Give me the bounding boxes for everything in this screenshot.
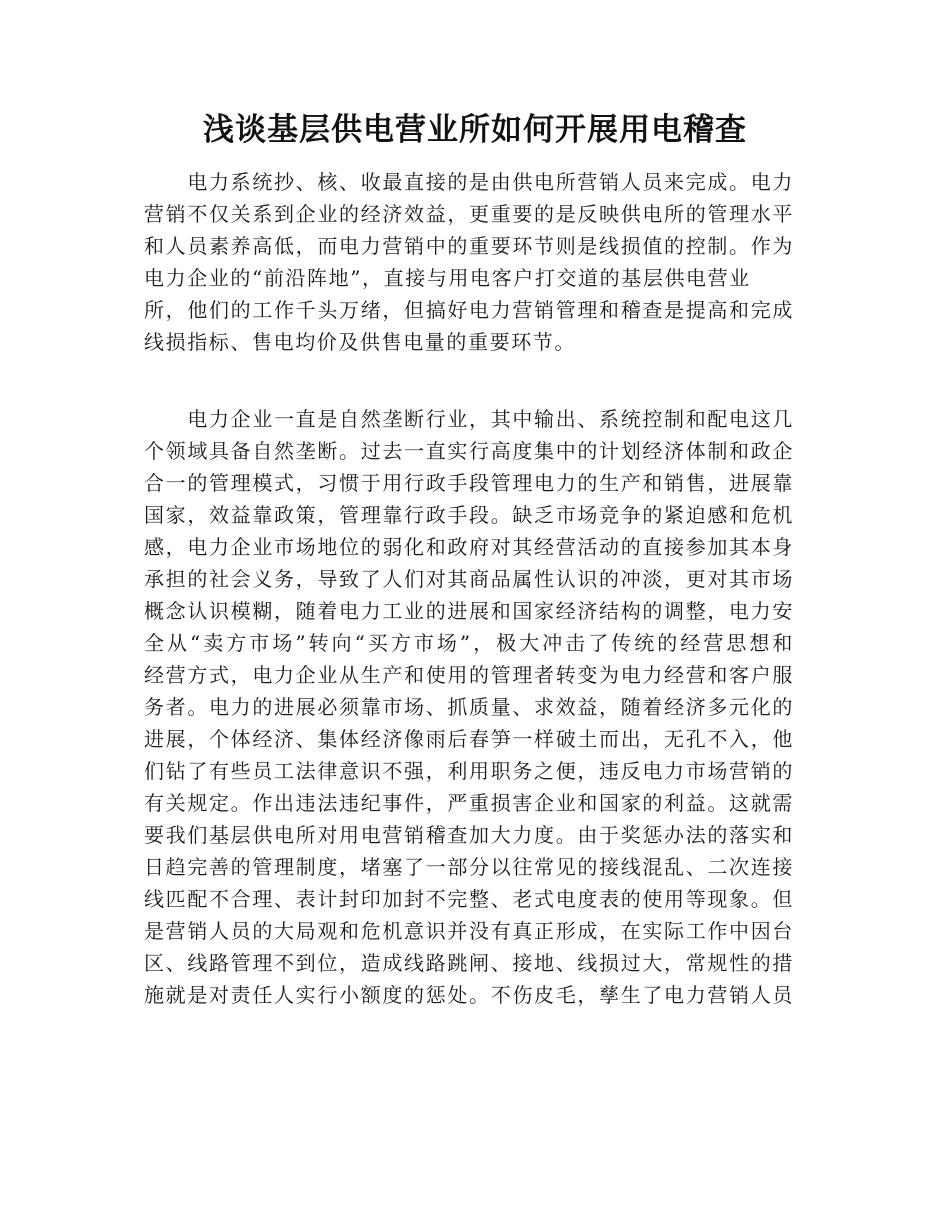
text-line: 区、线路管理不到位，造成线路跳闸、接地、线损过大，常规性的措 (144, 951, 794, 975)
text-line: 合一的管理模式，习惯于用行政手段管理电力的生产和销售，进展靠 (144, 471, 794, 495)
text-line: 概念认识模糊，随着电力工业的进展和国家经济结构的调整，电力安 (144, 599, 794, 623)
text-line: 国家，效益靠政策，管理靠行政手段。缺乏市场竞争的紧迫感和危机 (144, 503, 794, 527)
text-line: 经营方式，电力企业从生产和使用的管理者转变为电力经营和客户服 (144, 663, 794, 687)
text-line: 和人员素养高低，而电力营销中的重要环节则是线损值的控制。作为 (144, 234, 794, 258)
text-line: 日趋完善的管理制度，堵塞了一部分以往常见的接线混乱、二次连接 (144, 855, 794, 879)
text-line: 进展，个体经济、集体经济像雨后春笋一样破土而出，无孔不入，他 (144, 727, 794, 751)
text-line: 是营销人员的大局观和危机意识并没有真正形成，在实际工作中因台 (144, 919, 794, 943)
text-line: 有关规定。作出违法违纪事件，严重损害企业和国家的利益。这就需 (144, 791, 794, 815)
text-line: 线匹配不合理、表计封印加封不完整、老式电度表的使用等现象。但 (144, 887, 794, 911)
text-line: 要我们基层供电所对用电营销稽查加大力度。由于奖惩办法的落实和 (144, 823, 794, 847)
document-title: 浅谈基层供电营业所如何开展用电稽查 (203, 112, 747, 148)
text-line: 线损指标、售电均价及供售电量的重要环节。 (144, 330, 576, 354)
paragraph-1 (144, 166, 794, 358)
text-line: 所，他们的工作千头万绪，但搞好电力营销管理和稽查是提高和完成 (144, 298, 794, 322)
text-line: 营销不仅关系到企业的经济效益，更重要的是反映供电所的管理水平 (144, 202, 794, 226)
text-line: 个领域具备自然垄断。过去一直实行高度集中的计划经济体制和政企 (144, 439, 794, 463)
text-line: 们钻了有些员工法律意识不强，利用职务之便，违反电力市场营销的 (144, 759, 794, 783)
text-line: 电力企业一直是自然垄断行业，其中输出、系统控制和配电这几 (144, 407, 794, 431)
paragraph-2 (144, 403, 794, 1011)
text-line: 施就是对责任人实行小额度的惩处。不伤皮毛，孳生了电力营销人员 (144, 983, 794, 1007)
text-line: 电力系统抄、核、收最直接的是由供电所营销人员来完成。电力 (144, 170, 794, 194)
text-line: 务者。电力的进展必须靠市场、抓质量、求效益，随着经济多元化的 (144, 695, 794, 719)
text-line: 承担的社会义务，导致了人们对其商品属性认识的冲淡，更对其市场 (144, 567, 794, 591)
text-line: 电力企业的“前沿阵地”，直接与用电客户打交道的基层供电营业 (144, 266, 751, 290)
text-line: 感，电力企业市场地位的弱化和政府对其经营活动的直接参加其本身 (144, 535, 794, 559)
text-line: 全从“卖方市场”转向“买方市场”，极大冲击了传统的经营思想和 (144, 631, 794, 655)
